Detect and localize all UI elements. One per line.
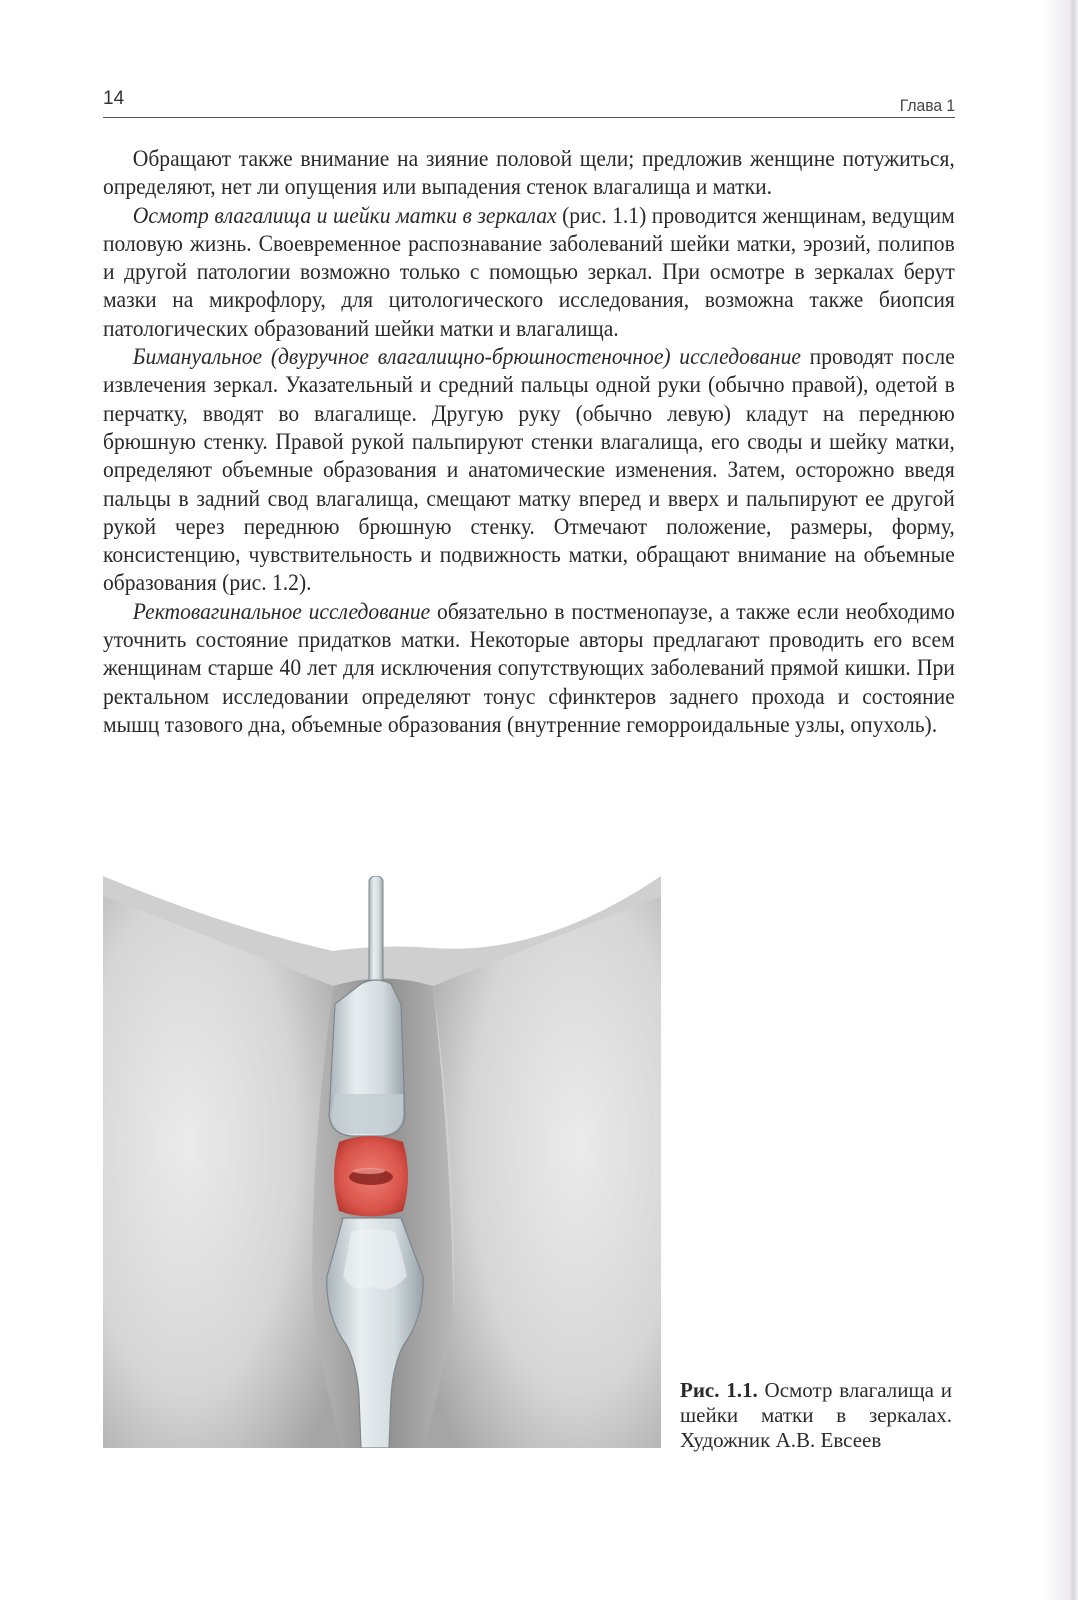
paragraph-text: проводят после извлечения зеркал. Указательный и средний пальцы одной руки (обычно правой), одетой в перчатку, вводят во влагалище. Другую руку (обычно левую) кладут на переднюю брюшную стенку. Правой рукой пальпируют стенки влагалища, его своды и шейку матки, определяют объемные образования и анатомические изменения. Затем, осторожно введя пальцы в задний свод влагалища, смещают матку вперед и вверх и пальпируют ее другой рукой через переднюю брюшную стенку. Отмечают положение, размеры, форму, консистенцию, чувствительность и подвижность матки, обращают внимание на объемные образования (рис. 1.2). bbox=[103, 344, 955, 597]
paragraph bbox=[103, 343, 955, 598]
cervix-highlight bbox=[353, 1168, 385, 1174]
chapter-label: Глава 1 bbox=[899, 96, 955, 115]
page-edge-shadow bbox=[1042, 0, 1078, 1600]
paragraph-lead: Осмотр влагалища и шейки матки в зеркалах bbox=[132, 202, 557, 229]
running-head bbox=[103, 88, 955, 118]
paragraph bbox=[103, 202, 955, 343]
speculum-rod bbox=[369, 876, 383, 986]
figure-caption bbox=[680, 1378, 952, 1453]
left-buttock bbox=[103, 896, 343, 1448]
body-text bbox=[103, 145, 955, 739]
caption-label: Рис. 1.1. bbox=[680, 1378, 758, 1402]
speculum-illustration bbox=[103, 876, 661, 1448]
right-buttock bbox=[423, 896, 661, 1448]
paragraph-lead: Бимануальное (двуручное влагалищно-брюшностеночное) исследование bbox=[132, 344, 801, 371]
paragraph bbox=[103, 145, 955, 202]
paragraph-lead: Ректовагинальное исследование bbox=[132, 598, 431, 625]
page-number: 14 bbox=[103, 88, 125, 109]
header-rule bbox=[103, 117, 955, 118]
figure-speculum-exam bbox=[103, 876, 661, 1448]
paragraph-text: Обращают также внимание на зияние половой щели; предложив женщине потужиться, определяют, нет ли опущения или выпадения стенок влагалища и матки. bbox=[103, 146, 955, 201]
caption-text: Осмотр влагалища и шейки матки в зеркалах. Художник А.В. Евсеев bbox=[680, 1378, 952, 1452]
paragraph-text: обязательно в постменопаузе, а также если необходимо уточнить состояние придатков матки. Некоторые авторы предлагают проводить его всем женщинам старше 40 лет для исключения сопутствующих заболеваний прямой кишки. При ректальном исследовании определяют тонус сфинктеров заднего прохода и состояние мышц тазового дна, объемные образования (внутренние геморроидальные узлы, опухоль). bbox=[103, 598, 955, 738]
paragraph bbox=[103, 598, 955, 739]
upper-blade-tip bbox=[331, 1094, 403, 1134]
paragraph-text: (рис. 1.1) проводится женщинам, ведущим половую жизнь. Своевременное распознавание заболеваний шейки матки, эрозий, полипов и другой патологии возможно только с помощью зеркал. При осмотре в зеркалах берут мазки на микрофлору, для цитологического исследования, возможна также биопсия патологических образований шейки матки и влагалища. bbox=[103, 202, 955, 342]
